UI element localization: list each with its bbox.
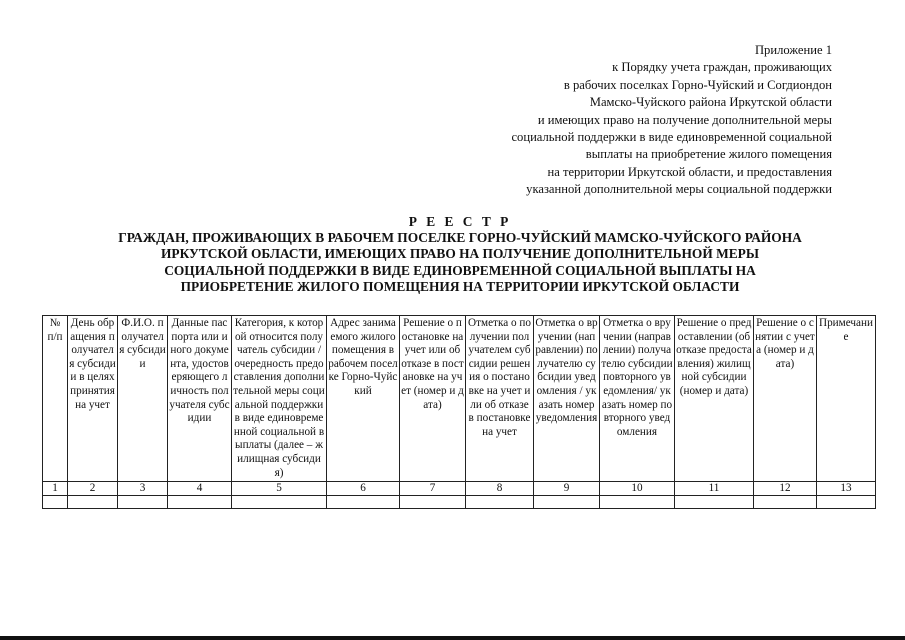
empty-cell — [400, 496, 466, 509]
header-cell-decision-receipt: Отметка о получении получателем субсидии решения о постановке на учет или об отказе в постановке на учет — [466, 316, 534, 482]
appendix-header — [511, 42, 832, 199]
appendix-line: Мамско-Чуйского района Иркутской области — [589, 95, 832, 110]
appendix-line: в рабочих поселках Горно-Чуйский и Согдиондон — [563, 77, 832, 92]
appendix-line: и имеющих право на получение дополнительной меры — [537, 112, 832, 127]
column-number: 11 — [675, 482, 754, 496]
empty-cell — [534, 496, 600, 509]
empty-cell — [817, 496, 876, 509]
header-cell-category: Категория, к которой относится получатель субсидии / очередность предоставления дополнительной меры социальной поддержки в виде единовременной социальной выплаты (далее – жилищная субсидия) — [232, 316, 327, 482]
empty-cell — [232, 496, 327, 509]
empty-cell — [754, 496, 817, 509]
column-number: 3 — [118, 482, 168, 496]
empty-cell — [466, 496, 534, 509]
empty-cell — [168, 496, 232, 509]
appendix-line: выплаты на приобретение жилого помещения — [585, 147, 832, 162]
header-cell-passport: Данные паспорта или иного документа, удостоверяющего личность получателя субсидии — [168, 316, 232, 482]
scan-bottom-edge — [0, 636, 905, 640]
column-number: 4 — [168, 482, 232, 496]
header-cell-number: № п/п — [43, 316, 68, 482]
appendix-line: Приложение 1 — [754, 43, 832, 57]
column-number: 13 — [817, 482, 876, 496]
column-number: 10 — [600, 482, 675, 496]
appendix-line: социальной поддержки в виде единовременной социальной — [511, 130, 832, 145]
document-title — [60, 214, 860, 295]
title-line: ПРИОБРЕТЕНИЕ ЖИЛОГО ПОМЕЩЕНИЯ НА ТЕРРИТОРИИ ИРКУТСКОЙ ОБЛАСТИ — [180, 278, 740, 294]
title-line: СОЦИАЛЬНОЙ ПОДДЕРЖКИ В ВИДЕ ЕДИНОВРЕМЕННОЙ СОЦИАЛЬНОЙ ВЫПЛАТЫ НА — [164, 262, 756, 278]
header-cell-removal-decision: Решение о снятии с учета (номер и дата) — [754, 316, 817, 482]
empty-data-row — [43, 496, 876, 509]
header-cell-note: Примечание — [817, 316, 876, 482]
empty-cell — [675, 496, 754, 509]
header-cell-address: Адрес занимаемого жилого помещения в рабочем поселке Горно-Чуйский — [327, 316, 400, 482]
header-cell-notification: Отметка о вручении (направлении) получателю субсидии уведомления / указать номер уведомления — [534, 316, 600, 482]
column-number: 12 — [754, 482, 817, 496]
appendix-line: на территории Иркутской области, и предоставления — [547, 164, 832, 179]
empty-cell — [68, 496, 118, 509]
column-number: 5 — [232, 482, 327, 496]
header-cell-registration-decision: Решение о постановке на учет или об отказе в постановке на учет (номер и дата) — [400, 316, 466, 482]
empty-cell — [327, 496, 400, 509]
registry-heading: Р Е Е С Т Р — [408, 214, 512, 229]
header-cell-application-date: День обращения получателя субсидии в целях принятия на учет — [68, 316, 118, 482]
column-number: 7 — [400, 482, 466, 496]
column-number: 6 — [327, 482, 400, 496]
column-number-row — [43, 482, 876, 496]
appendix-line: к Порядку учета граждан, проживающих — [612, 60, 832, 75]
appendix-line: указанной дополнительной меры социальной поддержки — [526, 182, 832, 197]
empty-cell — [600, 496, 675, 509]
header-row — [43, 316, 876, 482]
empty-cell — [118, 496, 168, 509]
title-line: ИРКУТСКОЙ ОБЛАСТИ, ИМЕЮЩИХ ПРАВО НА ПОЛУЧЕНИЕ ДОПОЛНИТЕЛЬНОЙ МЕРЫ — [161, 246, 759, 262]
header-cell-full-name: Ф.И.О. получателя субсидии — [118, 316, 168, 482]
header-cell-repeat-notification: Отметка о вручении (направлении) получателю субсидии повторного уведомления/ указать номер повторного уведомления — [600, 316, 675, 482]
empty-cell — [43, 496, 68, 509]
registry-table — [42, 315, 876, 509]
column-number: 8 — [466, 482, 534, 496]
title-line: ГРАЖДАН, ПРОЖИВАЮЩИХ В РАБОЧЕМ ПОСЕЛКЕ ГОРНО-ЧУЙСКИЙ МАМСКО-ЧУЙСКОГО РАЙОНА — [118, 230, 802, 246]
header-cell-subsidy-decision: Решение о предоставлении (об отказе предоставления) жилищной субсидии (номер и дата) — [675, 316, 754, 482]
column-number: 2 — [68, 482, 118, 496]
column-number: 9 — [534, 482, 600, 496]
column-number: 1 — [43, 482, 68, 496]
